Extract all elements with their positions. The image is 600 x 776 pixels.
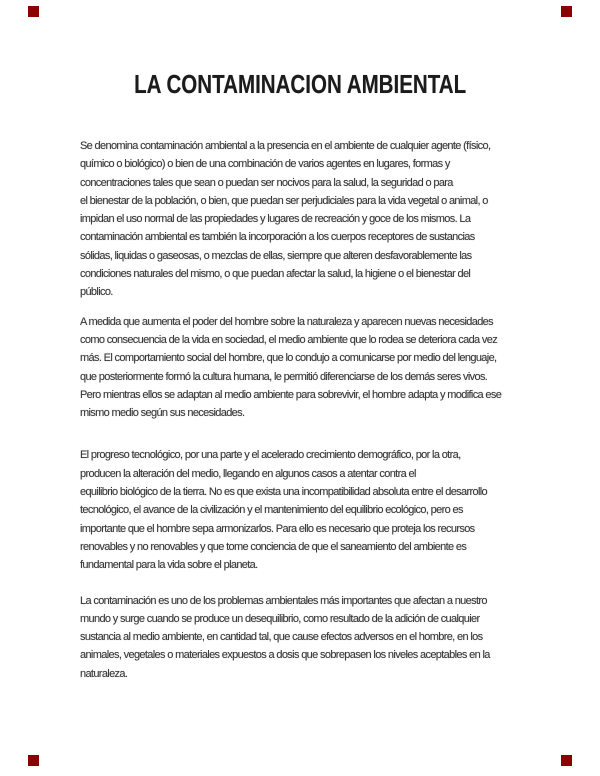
text-line: condiciones naturales del mismo, o que puedan afectar la salud, la higiene o el bienestar del: [80, 268, 471, 281]
text-line: renovables y no renovables y que tome conciencia de que el saneamiento del ambiente es: [80, 540, 467, 553]
text-line: impidan el uso normal de las propiedades y lugares de recreación y goce de los mismos. La: [80, 213, 471, 226]
paragraph-4: [0, 592, 600, 683]
text-line: concentraciones tales que sean o puedan ser nocivos para la salud, la seguridad o para: [80, 176, 453, 189]
corner-marker-bottom-right: [561, 755, 572, 766]
text-line: Se denomina contaminación ambiental a la presencia en el ambiente de cualquier agente (físico,: [80, 140, 491, 152]
text-line: que posteriormente formó la cultura humana, le permitió diferenciarse de los demás seres vivos.: [80, 370, 488, 383]
text-line: mismo medio según sus necesidades.: [80, 407, 245, 420]
text-line: producen la alteración del medio, llegando en algunos casos a atentar contra el: [80, 467, 416, 480]
paragraph-1: [0, 137, 600, 302]
text-line: A medida que aumenta el poder del hombre sobre la naturaleza y aparecen nuevas necesidades: [80, 315, 493, 328]
text-line: Pero mientras ellos se adaptan al medio ambiente para sobrevivir, el hombre adapta y modifica ese: [80, 388, 502, 401]
text-line: sustancia al medio ambiente, en cantidad tal, que cause efectos adversos en el hombre, en los: [80, 631, 483, 644]
text-line: público.: [80, 286, 113, 299]
text-line: fundamental para la vida sobre el planeta.: [80, 559, 258, 572]
corner-marker-top-right: [561, 6, 572, 17]
corner-marker-top-left: [28, 6, 39, 17]
text-line: La contaminación es uno de los problemas ambientales más importantes que afectan a nuestro: [80, 594, 487, 607]
text-line: El progreso tecnológico, por una parte y el acelerado crecimiento demográfico, por la otra,: [80, 449, 461, 462]
text-line: el bienestar de la población, o bien, que puedan ser perjudiciales para la vida vegetal o animal, o: [80, 194, 488, 207]
text-line: importante que el hombre sepa armonizarlos. Para ello es necesario que proteja los recursos: [80, 522, 475, 535]
document-title: [0, 0, 600, 97]
text-line: sólidas, liquidas o gaseosas, o mezclas de ellas, siempre que alteren desfavorablemente las: [80, 249, 472, 262]
text-line: contaminación ambiental es también la incorporación a los cuerpos receptores de sustancias: [80, 231, 475, 244]
document-title-text: LA CONTAMINACION AMBIENTAL: [133, 69, 467, 99]
text-line: más. El comportamiento social del hombre, que lo condujo a comunicarse por medio del lenguaje,: [80, 352, 497, 365]
text-line: químico o biológico) o bien de una combinación de varios agentes en lugares, formas y: [80, 158, 450, 171]
paragraph-2: [0, 313, 600, 423]
paragraph-3: [0, 446, 600, 574]
text-line: naturaleza.: [80, 667, 128, 680]
text-line: animales, vegetales o materiales expuestos a dosis que sobrepasen los niveles aceptables en la: [80, 649, 490, 662]
text-line: tecnológico, el avance de la civilización y el mantenimiento del equilibrio ecológico, pero es: [80, 504, 463, 517]
text-line: mundo y surge cuando se produce un desequilibrio, como resultado de la adición de cualquier: [80, 612, 480, 625]
text-line: equilibrio biológico de la tierra. No es que exista una incompatibilidad absoluta entre el desarrollo: [80, 486, 488, 499]
corner-marker-bottom-left: [28, 755, 39, 766]
text-line: como consecuencia de la vida en sociedad, el medio ambiente que lo rodea se deteriora cada vez: [80, 333, 498, 346]
